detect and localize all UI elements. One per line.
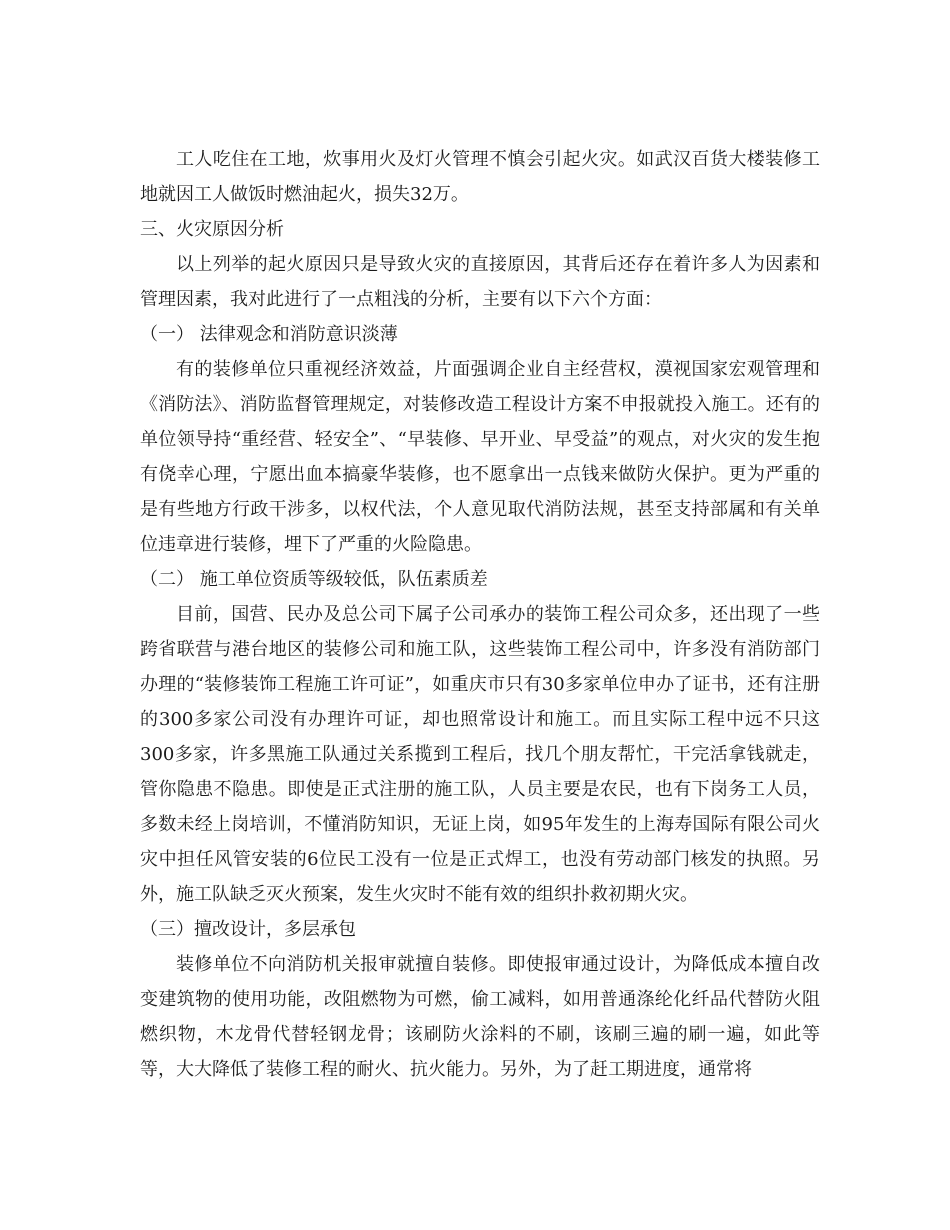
subheading-design-changes: （三）擅改设计，多层承包: [140, 919, 356, 940]
subheading-contractor-qualification: （二） 施工单位资质等级较低，队伍素质差: [140, 569, 488, 590]
section-heading-fire-cause-analysis: 三、火灾原因分析: [140, 219, 284, 240]
paragraph-analysis-intro: 以上列举的起火原因只是导致火灾的直接原因，其背后还存在着许多人为因素和管理因素，我对此进行了一点粗浅的分析，主要有以下六个方面：: [140, 254, 820, 310]
document-body: [140, 142, 820, 1087]
paragraph-legal-awareness: 有的装修单位只重视经济效益，片面强调企业自主经营权，漠视国家宏观管理和《消防法》、消防监督管理规定，对装修改造工程设计方案不申报就投入施工。还有的单位领导持“重经营、轻安全”、“早装修、早开业、早受益”的观点，对火灾的发生抱有侥幸心理，宁愿出血本搞豪华装修，也不愿拿出一点钱来做防火保护。更为严重的是有些地方行政干涉多，以权代法，个人意见取代消防法规，甚至支持部属和有关单位违章进行装修，埋下了严重的火险隐患。: [140, 359, 820, 555]
subheading-legal-awareness: （一） 法律观念和消防意识淡薄: [140, 324, 398, 345]
paragraph-contractor-qualification: 目前，国营、民办及总公司下属子公司承办的装饰工程公司众多，还出现了一些跨省联营与港台地区的装修公司和施工队，这些装饰工程公司中，许多没有消防部门办理的“装修装饰工程施工许可证”，如重庆市只有30多家单位申办了证书，还有注册的300多家公司没有办理许可证，却也照常设计和施工。而且实际工程中远不只这300多家，许多黑施工队通过关系揽到工程后，找几个朋友帮忙，干完活拿钱就走，管你隐患不隐患。即使是正式注册的施工队，人员主要是农民，也有下岗务工人员，多数未经上岗培训，不懂消防知识，无证上岗，如95年发生的上海寿国际有限公司火灾中担任风管安装的6位民工没有一位是正式焊工，也没有劳动部门核发的执照。另外，施工队缺乏灭火预案，发生火灾时不能有效的组织扑救初期火灾。: [140, 604, 820, 905]
paragraph-kitchen-fire: 工人吃住在工地，炊事用火及灯火管理不慎会引起火灾。如武汉百货大楼装修工地就因工人做饭时燃油起火，损失32万。: [140, 149, 820, 205]
paragraph-design-changes: 装修单位不向消防机关报审就擅自装修。即使报审通过设计，为降低成本擅自改变建筑物的使用功能，改阻燃物为可燃，偷工减料，如用普通涤纶化纤品代替防火阻燃织物，木龙骨代替轻钢龙骨；该刷防火涂料的不刷，该刷三遍的刷一遍，如此等等，大大降低了装修工程的耐火、抗火能力。另外，为了赶工期进度，通常将: [140, 954, 820, 1080]
